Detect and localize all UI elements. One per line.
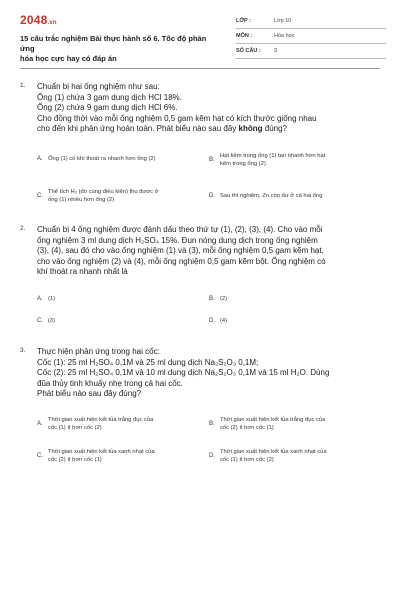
question-line: khí thoát ra nhanh nhất là: [37, 267, 128, 276]
question-line: Ống (1) chứa 3 gam dung dịch HCl 18%.: [37, 92, 182, 102]
question-line: đũa thủy tinh khuấy nhẹ trong cả hai cốc.: [37, 378, 183, 388]
question-line: [37, 124, 392, 135]
option-text: kẽm trong ống (2): [220, 161, 266, 167]
option-label: C.: [37, 453, 43, 459]
question-stem: [37, 347, 392, 400]
question-stem: [37, 82, 392, 135]
question-line-tail: đúng?: [262, 124, 287, 133]
logo-suffix: .vn: [47, 20, 57, 26]
option-text: Thời gian xuất hiện kết tủa xanh nhạt của: [220, 449, 327, 455]
option-text: cốc (2) ít hơn cốc (1): [48, 457, 102, 463]
option-text: ống (1) nhiều hơn ống (2): [48, 197, 114, 203]
question-line: Phát biểu nào sau đây đúng?: [37, 389, 142, 398]
question-line: (3), (4), sau đó cho vào ống nghiệm (1) và (3), mỗi ống nghiệm 0,5 gam kẽm hạt,: [37, 246, 324, 255]
meta-info-box: [236, 14, 386, 59]
option-text: Ống (1) có khí thoát ra nhanh hơn ống (2): [48, 156, 156, 162]
question-number: 1.: [20, 82, 26, 89]
option-text: Thời gian xuất hiện kết tủa xanh nhạt của: [48, 449, 155, 455]
option-text: Hạt kẽm trong ống (1) tan nhanh hơn hạt: [220, 153, 326, 159]
meta-row-subject: [236, 29, 386, 44]
worksheet-header: [0, 0, 400, 70]
option-label: B.: [209, 157, 215, 163]
meta-key-subject: MÔN :: [236, 33, 253, 39]
option-text: Sau thí nghiệm, Zn còn dư ở cả hai ống: [220, 193, 323, 199]
header-divider: [20, 68, 380, 69]
meta-key-count: SỐ CÂU :: [236, 48, 261, 54]
logo-text: 2048: [20, 13, 48, 27]
option-text: Thời gian xuất hiện kết tủa trắng đục của: [220, 417, 326, 423]
option-text: Thời gian xuất hiện kết tủa trắng đục của: [48, 417, 154, 423]
option-label: A.: [37, 296, 43, 302]
option-label: A.: [37, 421, 43, 427]
question-line: Cốc (1): 25 ml H₂SO₄ 0,1M và 25 ml dung dịch Na₂S₂O₃ 0,1M;: [37, 357, 259, 367]
option-label: B.: [209, 421, 215, 427]
question-line-text: cho đến khi phản ứng hoàn toàn. Phát biểu nào sau đây: [37, 124, 239, 133]
option-text: cốc (1) ít hơn cốc (2): [48, 425, 102, 431]
option-label: D.: [209, 318, 215, 324]
question-line: ống nghiệm 3 ml dung dịch H₂SO₄ 15%. Đun nóng dung dịch trong ống nghiệm: [37, 235, 318, 245]
question-line: Ống (2) chứa 9 gam dung dịch HCl 6%.: [37, 103, 178, 112]
meta-row-class: [236, 14, 386, 29]
question-line: cho vào ống nghiệm (2) và (4), mỗi ống nghiệm 0,5 gam kẽm bột. Ống nghiệm có: [37, 256, 326, 266]
option-label: B.: [209, 296, 215, 302]
question-line: Chuẩn bị 4 ống nghiệm được đánh dấu theo thứ tự (1), (2), (3), (4). Cho vào mỗi: [37, 225, 323, 234]
document-title-line-1: 15 câu trắc nghiệm Bài thực hành số 6. Tốc độ phản ứng: [20, 34, 207, 53]
question-line: Thực hiện phản ứng trong hai cốc:: [37, 347, 160, 356]
option-text: (3): [48, 318, 56, 324]
question-stem: [37, 225, 392, 278]
option-label: C.: [37, 318, 43, 324]
meta-value-count: 3: [274, 48, 278, 54]
option-label: D.: [209, 453, 215, 459]
option-text: (1): [48, 296, 56, 302]
site-logo[interactable]: [20, 13, 57, 27]
meta-value-class: Lớp 10: [274, 18, 292, 24]
meta-row-count: [236, 44, 386, 59]
document-title: [20, 34, 218, 64]
document-title-line-2: hóa học cực hay có đáp án: [20, 54, 117, 63]
meta-key-class: LỚP :: [236, 18, 251, 24]
question-emphasis: không: [238, 124, 263, 133]
question-line: Cho đồng thời vào mỗi ống nghiệm 0,5 gam kẽm hạt có kích thước giống nhau: [37, 113, 317, 123]
option-text: Thể tích H₂ (đo cùng điều kiện) thu được ở: [48, 189, 159, 195]
option-label: D.: [209, 193, 215, 199]
option-text: (4): [220, 318, 228, 324]
question-line: Cốc (2): 25 ml H₂SO₄ 0,1M và 10 ml dung dịch Na₂S₂O₃ 0,1M và 15 ml H₂O. Dùng: [37, 368, 330, 377]
question-line: Chuẩn bị hai ống nghiệm như sau:: [37, 82, 160, 91]
question-number: 2.: [20, 225, 26, 232]
question-number: 3.: [20, 347, 26, 354]
option-text: (2): [220, 296, 228, 302]
option-text: cốc (2) ít hơn cốc (1): [220, 425, 274, 431]
option-text: cốc (1) ít hơn cốc (2): [220, 457, 274, 463]
option-label: C.: [37, 193, 43, 199]
option-label: A.: [37, 156, 43, 162]
meta-value-subject: Hóa học: [274, 33, 295, 39]
